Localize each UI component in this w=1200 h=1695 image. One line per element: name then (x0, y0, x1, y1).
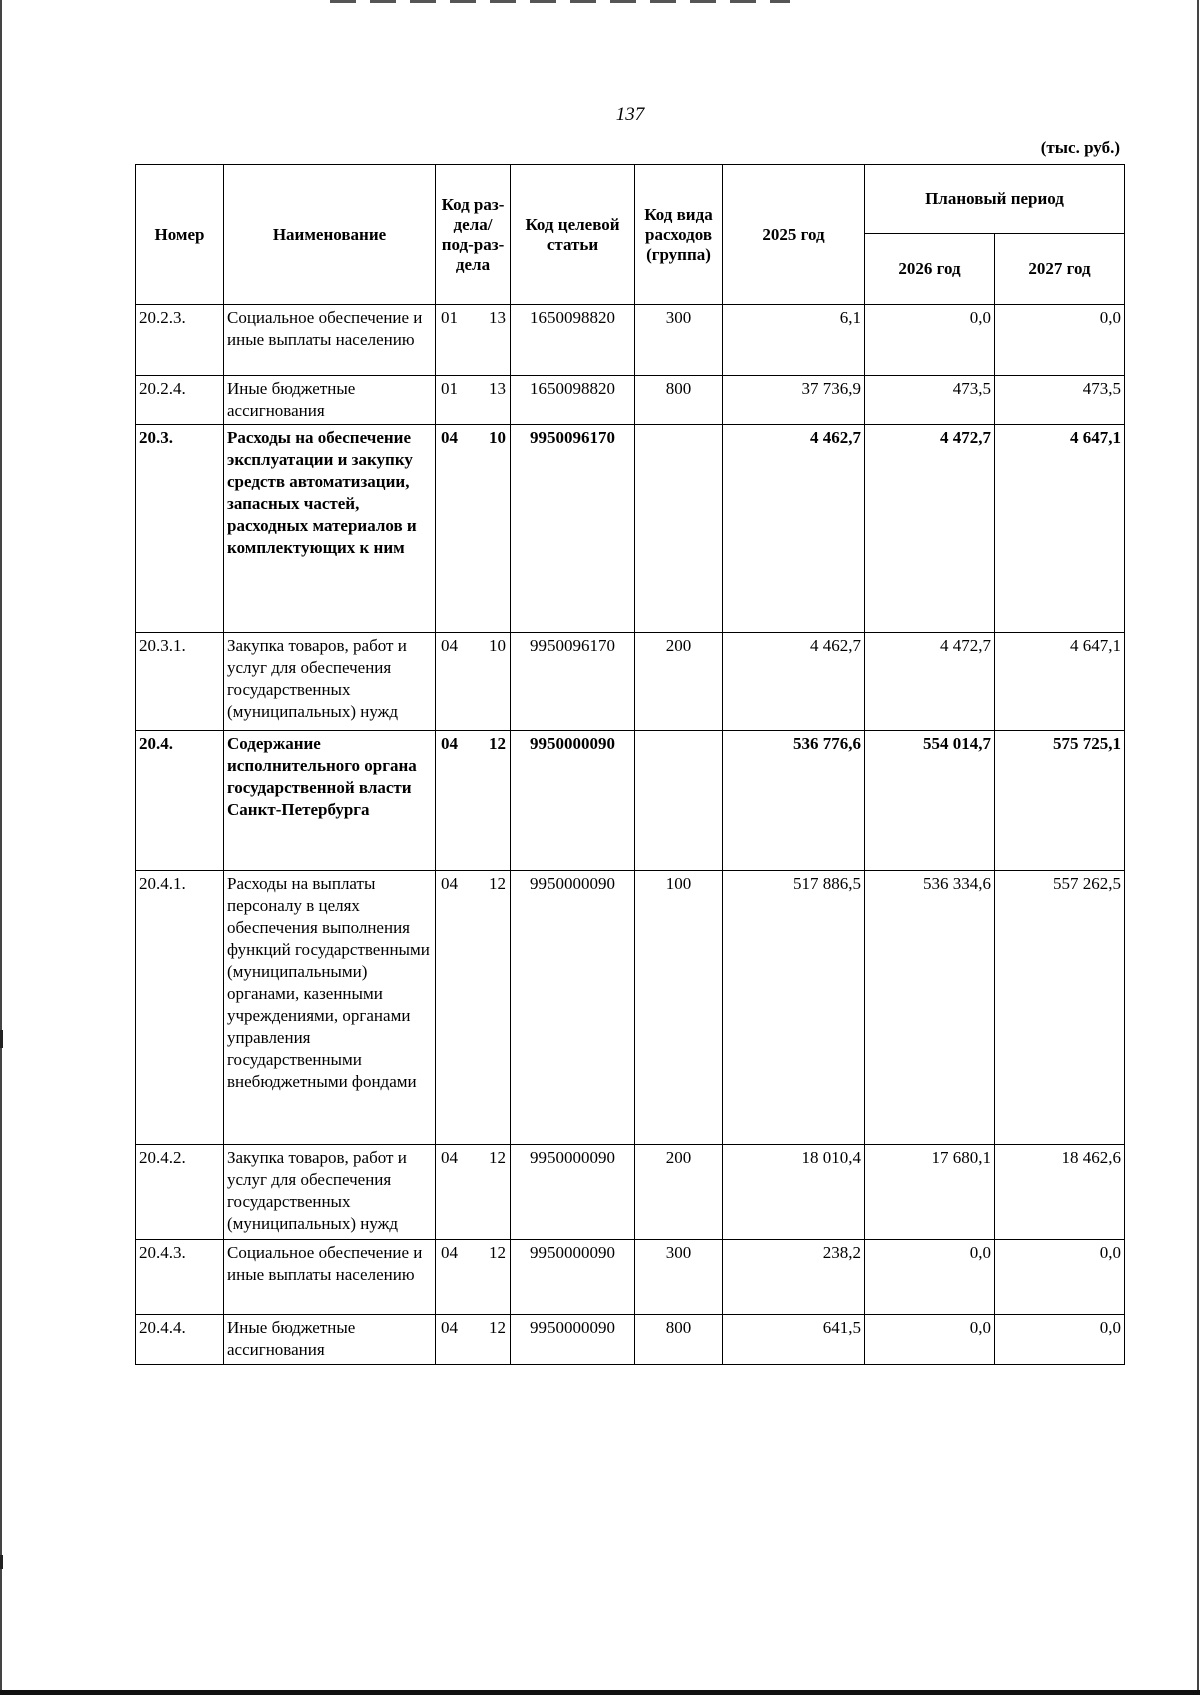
row-target: 9950096170 (511, 425, 635, 633)
header-target: Код целевой статьи (511, 165, 635, 305)
row-name: Иные бюджетные ассигнования (224, 1315, 436, 1365)
row-2026: 473,5 (865, 376, 995, 425)
table-header-row (136, 165, 1125, 234)
row-2027: 557 262,5 (995, 871, 1125, 1145)
row-section-code (436, 1240, 511, 1315)
row-expense-type: 300 (635, 1240, 723, 1315)
row-section: 04 (441, 734, 458, 753)
row-2027: 4 647,1 (995, 633, 1125, 731)
row-2025: 517 886,5 (723, 871, 865, 1145)
page-edge-left (0, 0, 2, 1695)
row-target: 9950000090 (511, 1240, 635, 1315)
row-subsection: 12 (489, 874, 506, 893)
header-planning-period: Плановый период (865, 165, 1125, 234)
row-2025: 6,1 (723, 305, 865, 376)
row-2027: 575 725,1 (995, 731, 1125, 871)
row-expense-type: 800 (635, 376, 723, 425)
row-target: 1650098820 (511, 376, 635, 425)
row-2027: 4 647,1 (995, 425, 1125, 633)
row-section: 04 (441, 428, 458, 447)
row-2025: 4 462,7 (723, 425, 865, 633)
row-subsection: 12 (489, 734, 506, 753)
row-subsection: 13 (489, 308, 506, 327)
page-number: 137 (615, 104, 645, 125)
row-subsection: 10 (489, 636, 506, 655)
row-subsection: 13 (489, 379, 506, 398)
table-row (136, 1315, 1125, 1365)
row-section: 04 (441, 636, 458, 655)
row-target: 9950000090 (511, 731, 635, 871)
row-2025: 536 776,6 (723, 731, 865, 871)
table-row (136, 376, 1125, 425)
row-subsection: 12 (489, 1243, 506, 1262)
row-2026: 0,0 (865, 1240, 995, 1315)
row-section-code (436, 731, 511, 871)
row-name: Закупка товаров, работ и услуг для обеспечения государственных (муниципальных) нужд (224, 633, 436, 731)
row-2025: 4 462,7 (723, 633, 865, 731)
row-expense-type: 300 (635, 305, 723, 376)
row-2026: 554 014,7 (865, 731, 995, 871)
row-expense-type: 200 (635, 633, 723, 731)
row-number: 20.2.3. (136, 305, 224, 376)
row-target: 9950000090 (511, 871, 635, 1145)
row-2025: 641,5 (723, 1315, 865, 1365)
row-expense-type (635, 425, 723, 633)
row-section-code (436, 1145, 511, 1240)
table-row (136, 1145, 1125, 1240)
table-row (136, 731, 1125, 871)
row-2026: 0,0 (865, 1315, 995, 1365)
row-name: Расходы на выплаты персоналу в целях обеспечения выполнения функций государственными (муниципальными) органами, казенными учреждениями, органами управления государственными внебюджетными фондами (224, 871, 436, 1145)
page-edge-bottom (0, 1690, 1200, 1695)
row-name: Социальное обеспечение и иные выплаты населению (224, 305, 436, 376)
row-section: 04 (441, 874, 458, 893)
row-section-code (436, 1315, 511, 1365)
table-row (136, 425, 1125, 633)
row-2025: 18 010,4 (723, 1145, 865, 1240)
row-target: 9950096170 (511, 633, 635, 731)
row-number: 20.3. (136, 425, 224, 633)
header-section: Код раз-дела/ под-раз-дела (436, 165, 511, 305)
row-section-code (436, 633, 511, 731)
row-2025: 37 736,9 (723, 376, 865, 425)
row-target: 1650098820 (511, 305, 635, 376)
header-expense-type: Код вида расходов (группа) (635, 165, 723, 305)
header-2027: 2027 год (995, 234, 1125, 305)
row-2026: 4 472,7 (865, 633, 995, 731)
row-number: 20.4. (136, 731, 224, 871)
row-target: 9950000090 (511, 1315, 635, 1365)
row-2027: 0,0 (995, 305, 1125, 376)
table-row (136, 633, 1125, 731)
row-2027: 0,0 (995, 1240, 1125, 1315)
row-expense-type: 800 (635, 1315, 723, 1365)
row-2026: 4 472,7 (865, 425, 995, 633)
row-number: 20.4.4. (136, 1315, 224, 1365)
table-row (136, 305, 1125, 376)
row-2027: 18 462,6 (995, 1145, 1125, 1240)
scan-mark (0, 1555, 3, 1569)
row-section: 04 (441, 1243, 458, 1262)
row-number: 20.4.1. (136, 871, 224, 1145)
page-edge-right (1197, 0, 1199, 1695)
row-number: 20.4.3. (136, 1240, 224, 1315)
row-2026: 536 334,6 (865, 871, 995, 1145)
row-2027: 0,0 (995, 1315, 1125, 1365)
row-expense-type (635, 731, 723, 871)
row-expense-type: 200 (635, 1145, 723, 1240)
row-subsection: 12 (489, 1148, 506, 1167)
row-subsection: 10 (489, 428, 506, 447)
row-section-code (436, 425, 511, 633)
table-row (136, 1240, 1125, 1315)
header-2026: 2026 год (865, 234, 995, 305)
header-2025: 2025 год (723, 165, 865, 305)
row-section-code (436, 871, 511, 1145)
row-section: 04 (441, 1148, 458, 1167)
header-number: Номер (136, 165, 224, 305)
units-label: (тыс. руб.) (1040, 138, 1120, 157)
row-number: 20.2.4. (136, 376, 224, 425)
row-name: Закупка товаров, работ и услуг для обеспечения государственных (муниципальных) нужд (224, 1145, 436, 1240)
row-name: Иные бюджетные ассигнования (224, 376, 436, 425)
table-body (136, 305, 1125, 1365)
row-2026: 0,0 (865, 305, 995, 376)
scan-mark (0, 1030, 3, 1048)
row-2026: 17 680,1 (865, 1145, 995, 1240)
row-section: 01 (441, 308, 458, 327)
row-expense-type: 100 (635, 871, 723, 1145)
top-scan-artifact (330, 0, 790, 3)
row-number: 20.4.2. (136, 1145, 224, 1240)
row-name: Содержание исполнительного органа государственной власти Санкт-Петербурга (224, 731, 436, 871)
row-section-code (436, 305, 511, 376)
row-subsection: 12 (489, 1318, 506, 1337)
budget-table (135, 164, 1125, 1365)
row-target: 9950000090 (511, 1145, 635, 1240)
table-row (136, 871, 1125, 1145)
row-name: Расходы на обеспечение эксплуатации и закупку средств автоматизации, запасных частей, расходных материалов и комплектующих к ним (224, 425, 436, 633)
row-2025: 238,2 (723, 1240, 865, 1315)
row-section: 01 (441, 379, 458, 398)
row-section: 04 (441, 1318, 458, 1337)
row-section-code (436, 376, 511, 425)
row-name: Социальное обеспечение и иные выплаты населению (224, 1240, 436, 1315)
row-number: 20.3.1. (136, 633, 224, 731)
header-name: Наименование (224, 165, 436, 305)
row-2027: 473,5 (995, 376, 1125, 425)
